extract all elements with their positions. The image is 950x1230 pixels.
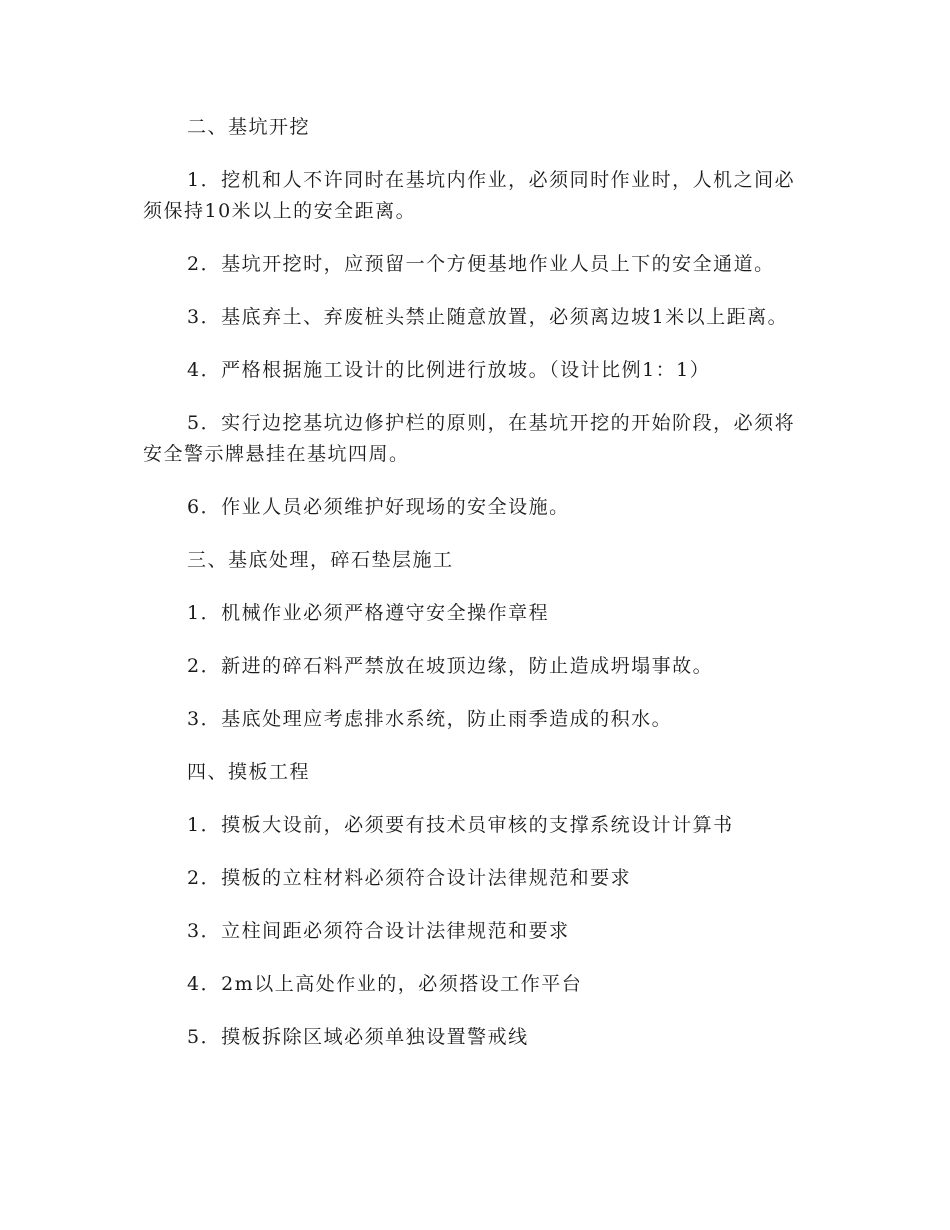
section-heading-formwork: 四、摸板工程 — [187, 761, 311, 783]
paragraph-formwork-item-1: 1．摸板大设前，必须要有技术员审核的支撑系统设计计算书 — [187, 814, 734, 836]
document-page — [143, 112, 813, 1075]
paragraph-formwork-item-4: 4．2m以上高处作业的，必须搭设工作平台 — [187, 973, 583, 995]
paragraph-excavation-item-4: 4．严格根据施工设计的比例进行放坡。（设计比例1：1） — [187, 359, 711, 381]
paragraph-excavation-item-2: 2．基坑开挖时，应预留一个方便基地作业人员上下的安全通道。 — [187, 253, 775, 275]
paragraph-formwork-item-2: 2．摸板的立柱材料必须符合设计法律规范和要求 — [187, 867, 632, 889]
paragraph-excavation-item-5: 5．实行边挖基坑边修护栏的原则，在基坑开挖的开始阶段，必须将安全警示牌悬挂在基坑四周。 — [143, 412, 796, 465]
section-heading-foundation: 三、基底处理，碎石垫层施工 — [187, 549, 454, 571]
paragraph-foundation-item-3: 3．基底处理应考虑排水系统，防止雨季造成的积水。 — [187, 708, 673, 730]
section-heading-excavation: 二、基坑开挖 — [187, 116, 311, 138]
paragraph-excavation-item-6: 6．作业人员必须维护好现场的安全设施。 — [187, 496, 570, 518]
paragraph-excavation-item-1: 1．挖机和人不许同时在基坑内作业，必须同时作业时，人机之间必须保持10米以上的安全距离。 — [143, 169, 796, 222]
paragraph-foundation-item-2: 2．新进的碎石料严禁放在坡顶边缘，防止造成坍塌事故。 — [187, 655, 714, 677]
paragraph-foundation-item-1: 1．机械作业必须严格遵守安全操作章程 — [187, 602, 550, 624]
paragraph-formwork-item-5: 5．摸板拆除区域必须单独设置警戒线 — [187, 1026, 529, 1048]
paragraph-excavation-item-3: 3．基底弃土、弃废桩头禁止随意放置，必须离边坡1米以上距离。 — [187, 306, 789, 328]
paragraph-formwork-item-3: 3．立柱间距必须符合设计法律规范和要求 — [187, 920, 570, 942]
